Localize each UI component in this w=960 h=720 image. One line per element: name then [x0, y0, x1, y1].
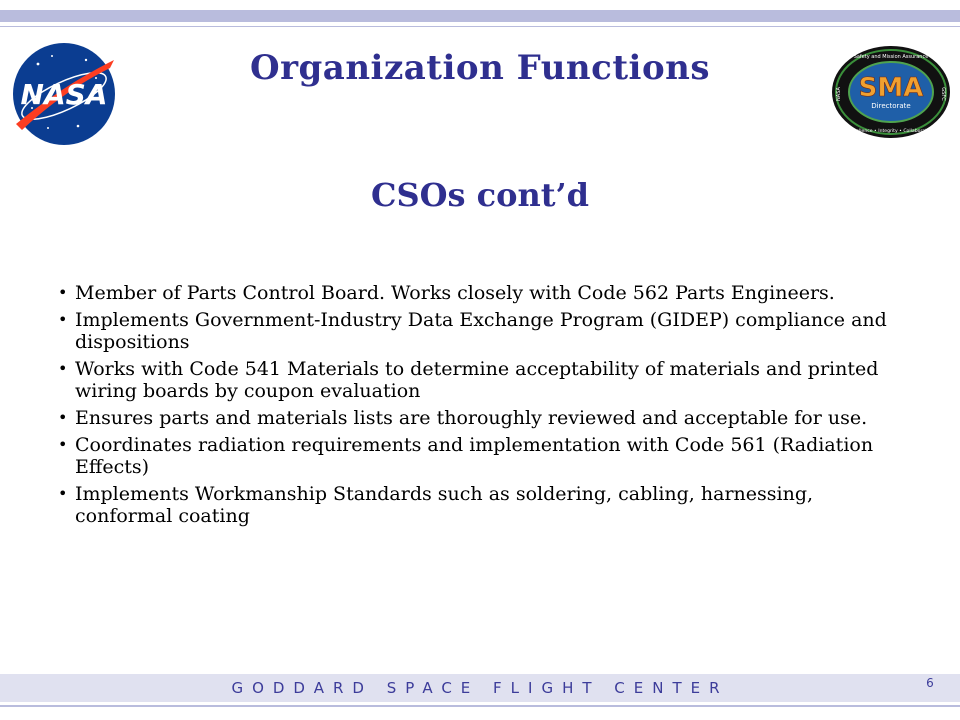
- header-rule: [0, 26, 960, 27]
- footer-text: GODDARD SPACE FLIGHT CENTER: [231, 679, 729, 697]
- header-band: [0, 10, 960, 22]
- bullet-dot: •: [58, 359, 68, 378]
- slide-subtitle: CSOs cont’d: [371, 176, 589, 214]
- nasa-logo-text: NASA: [20, 78, 108, 111]
- footer-rule: [0, 705, 960, 707]
- sma-left-letters: NASA: [836, 87, 842, 101]
- bullet-dot: •: [58, 435, 68, 454]
- bullet-dot: •: [58, 283, 68, 302]
- page-number: 6: [926, 676, 934, 690]
- bullet-text: Coordinates radiation requirements and implementation with Code 561 (Radiation Effects): [75, 434, 874, 478]
- bullet-text: Implements Workmanship Standards such as soldering, cabling, harnessing, conformal coating: [75, 483, 814, 527]
- bullet-item: [58, 282, 908, 304]
- slide-title: Organization Functions: [249, 48, 710, 88]
- bullet-item: [58, 434, 908, 478]
- bullet-item: [58, 358, 908, 402]
- bullet-text: Member of Parts Control Board. Works closely with Code 562 Parts Engineers.: [75, 282, 835, 304]
- bullet-text: Works with Code 541 Materials to determine acceptability of materials and printed wiring boards by coupon evaluation: [75, 358, 879, 402]
- sma-ring-top: Safety and Mission Assurance: [853, 54, 929, 60]
- bullet-item: [58, 309, 908, 353]
- sma-logo-sub: Directorate: [871, 102, 911, 110]
- bullet-text: Implements Government-Industry Data Exchange Program (GIDEP) compliance and dispositions: [75, 309, 887, 353]
- bullet-dot: •: [58, 310, 68, 329]
- sma-logo-text: SMA: [858, 73, 924, 103]
- bullet-list: [58, 282, 908, 532]
- sma-right-letters: GSFC: [940, 87, 946, 101]
- bullet-text: Ensures parts and materials lists are thoroughly reviewed and acceptable for use.: [75, 407, 868, 429]
- sma-ring-bottom: Excellence • Integrity • Collaboration: [848, 129, 934, 134]
- bullet-dot: •: [58, 408, 68, 427]
- bullet-item: [58, 407, 908, 429]
- bullet-dot: •: [58, 484, 68, 503]
- bullet-item: [58, 483, 908, 527]
